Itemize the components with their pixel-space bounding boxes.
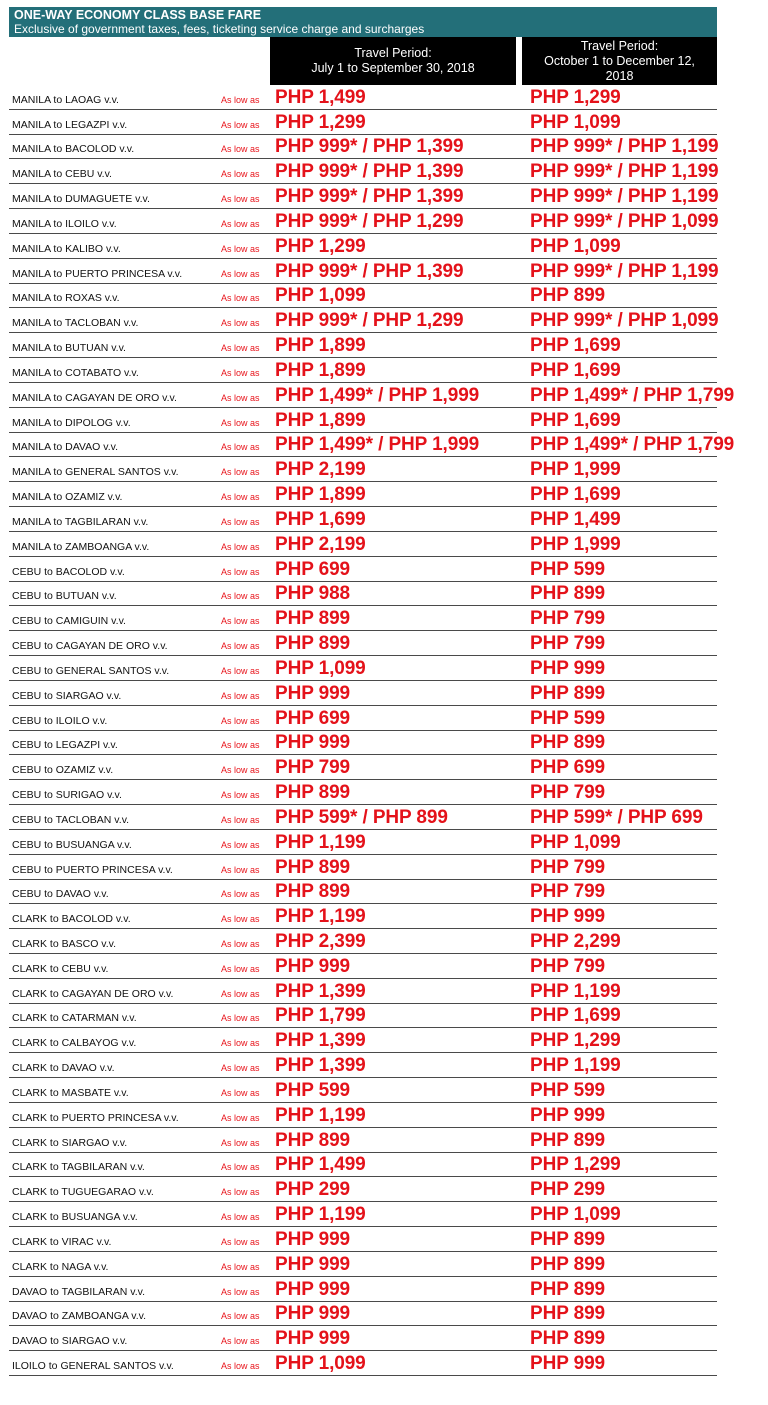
fare-period-1: PHP 2,199 [275,533,366,555]
fare-period-1: PHP 1,099 [275,285,366,307]
fare-period-2: PHP 999* / PHP 1,199 [530,260,719,282]
table-row [9,1103,717,1128]
as-low-as-label: As low as [221,1087,260,1098]
route-label: CLARK to MASBATE v.v. [12,1086,129,1099]
fare-period-1: PHP 1,499* / PHP 1,999 [275,434,480,456]
fare-period-2: PHP 999 [530,657,606,679]
table-row [9,1202,717,1227]
fare-period-1: PHP 999 [275,1253,351,1275]
as-low-as-label: As low as [221,119,260,130]
as-low-as-label: As low as [221,1336,260,1347]
fare-period-2: PHP 899 [530,1303,606,1325]
fare-period-2: PHP 999* / PHP 1,199 [530,186,719,208]
fare-period-2: PHP 899 [530,1129,606,1151]
as-low-as-label: As low as [221,442,260,453]
as-low-as-label: As low as [221,467,260,478]
table-row [9,308,717,333]
table-row [9,1128,717,1153]
route-label: CEBU to LEGAZPI v.v. [12,739,118,752]
route-label: MANILA to LAOAG v.v. [12,93,119,106]
as-low-as-label: As low as [221,318,260,329]
as-low-as-label: As low as [221,715,260,726]
as-low-as-label: As low as [221,541,260,552]
route-label: MANILA to PUERTO PRINCESA v.v. [12,267,183,280]
table-row [9,929,717,954]
fare-period-1: PHP 1,899 [275,359,366,381]
fare-period-1: PHP 899 [275,881,351,903]
table-row [9,681,717,706]
as-low-as-label: As low as [221,864,260,875]
fare-period-1: PHP 699 [275,558,351,580]
table-row [9,284,717,309]
fare-period-1: PHP 899 [275,608,351,630]
fare-period-2: PHP 599 [530,558,606,580]
fare-period-1: PHP 899 [275,856,351,878]
route-label: MANILA to TAGBILARAN v.v. [12,515,149,528]
table-row [9,1053,717,1078]
table-row [9,979,717,1004]
as-low-as-label: As low as [221,194,260,205]
table-row [9,755,717,780]
fare-period-2: PHP 2,299 [530,930,621,952]
table-row [9,582,717,607]
route-label: CLARK to VIRAC v.v. [12,1235,112,1248]
as-low-as-label: As low as [221,1236,260,1247]
route-label: DAVAO to SIARGAO v.v. [12,1335,128,1348]
fare-period-2: PHP 599 [530,707,606,729]
table-row [9,259,717,284]
route-label: MANILA to BUTUAN v.v. [12,342,126,355]
fare-period-2: PHP 1,499* / PHP 1,799 [530,384,735,406]
route-label: CLARK to PUERTO PRINCESA v.v. [12,1111,179,1124]
column-header-period-2 [522,37,717,85]
route-label: CEBU to BACOLOD v.v. [12,565,125,578]
fare-period-2: PHP 1,699 [530,359,621,381]
table-row [9,1252,717,1277]
fare-period-1: PHP 799 [275,757,351,779]
fare-period-1: PHP 699 [275,707,351,729]
as-low-as-label: As low as [221,392,260,403]
as-low-as-label: As low as [221,988,260,999]
route-label: MANILA to COTABATO v.v. [12,366,139,379]
as-low-as-label: As low as [221,1286,260,1297]
as-low-as-label: As low as [221,1212,260,1223]
fare-period-2: PHP 899 [530,1228,606,1250]
route-label: MANILA to BACOLOD v.v. [12,143,135,156]
as-low-as-label: As low as [221,616,260,627]
as-low-as-label: As low as [221,740,260,751]
fare-period-2: PHP 799 [530,881,606,903]
as-low-as-label: As low as [221,665,260,676]
fare-period-1: PHP 999* / PHP 1,399 [275,186,464,208]
as-low-as-label: As low as [221,765,260,776]
route-label: DAVAO to ZAMBOANGA v.v. [12,1310,146,1323]
route-label: CEBU to BUSUANGA v.v. [12,838,132,851]
route-label: CEBU to ILOILO v.v. [12,714,108,727]
as-low-as-label: As low as [221,790,260,801]
route-label: MANILA to DUMAGUETE v.v. [12,193,150,206]
as-low-as-label: As low as [221,367,260,378]
table-row [9,184,717,209]
as-low-as-label: As low as [221,963,260,974]
table-row [9,433,735,458]
table-row [9,1351,717,1376]
fare-period-1: PHP 2,399 [275,930,366,952]
fare-period-2: PHP 1,999 [530,533,621,555]
as-low-as-label: As low as [221,889,260,900]
table-row [9,383,735,408]
as-low-as-label: As low as [221,516,260,527]
fare-period-1: PHP 999 [275,1328,351,1350]
route-label: CEBU to CAGAYAN DE ORO v.v. [12,640,168,653]
fare-period-1: PHP 1,499 [275,1154,366,1176]
table-row [9,631,717,656]
fare-period-1: PHP 1,499* / PHP 1,999 [275,384,480,406]
as-low-as-label: As low as [221,417,260,428]
route-label: MANILA to LEGAZPI v.v. [12,118,128,131]
table-row [9,110,717,135]
table-row [9,1004,717,1029]
route-label: CLARK to BACOLOD v.v. [12,913,131,926]
as-low-as-label: As low as [221,814,260,825]
table-row [9,209,717,234]
fare-period-2: PHP 899 [530,732,606,754]
fare-period-1: PHP 999* / PHP 1,299 [275,310,464,332]
fare-period-1: PHP 1,399 [275,980,366,1002]
column-header-period-1 [270,37,516,85]
fare-period-2: PHP 899 [530,1328,606,1350]
fare-period-2: PHP 799 [530,955,606,977]
fare-period-1: PHP 1,199 [275,1204,366,1226]
as-low-as-label: As low as [221,218,260,229]
table-row [9,85,717,110]
fare-period-1: PHP 899 [275,782,351,804]
table-row [9,1078,717,1103]
table-row [9,880,717,905]
fare-period-1: PHP 988 [275,583,351,605]
fare-period-1: PHP 1,199 [275,1104,366,1126]
fare-period-2: PHP 1,499 [530,508,621,530]
route-label: MANILA to OZAMIZ v.v. [12,491,123,504]
as-low-as-label: As low as [221,492,260,503]
as-low-as-label: As low as [221,1311,260,1322]
route-label: MANILA to TACLOBAN v.v. [12,317,139,330]
fare-period-1: PHP 999 [275,1303,351,1325]
fare-period-2: PHP 1,699 [530,409,621,431]
fare-period-1: PHP 2,199 [275,459,366,481]
table-row [9,780,717,805]
route-label: MANILA to DAVAO v.v. [12,441,118,454]
as-low-as-label: As low as [221,914,260,925]
as-low-as-label: As low as [221,641,260,652]
fare-period-2: PHP 699 [530,757,606,779]
table-row [9,830,717,855]
fare-period-1: PHP 1,399 [275,1055,366,1077]
as-low-as-label: As low as [221,268,260,279]
fare-period-1: PHP 1,899 [275,484,366,506]
route-label: CLARK to TUGUEGARAO v.v. [12,1186,154,1199]
fare-period-2: PHP 899 [530,583,606,605]
fare-period-2: PHP 799 [530,608,606,630]
route-label: CEBU to TACLOBAN v.v. [12,813,130,826]
table-row [9,954,717,979]
as-low-as-label: As low as [221,1187,260,1198]
fare-period-1: PHP 999 [275,682,351,704]
fare-period-1: PHP 1,099 [275,657,366,679]
route-label: MANILA to ILOILO v.v. [12,217,117,230]
route-label: CEBU to BUTUAN v.v. [12,590,117,603]
route-label: CLARK to CATARMAN v.v. [12,1012,137,1025]
table-row [9,1153,717,1178]
as-low-as-label: As low as [221,591,260,602]
fare-period-1: PHP 999* / PHP 1,399 [275,161,464,183]
fare-period-1: PHP 1,499 [275,86,366,108]
as-low-as-label: As low as [221,1361,260,1372]
fare-period-2: PHP 1,299 [530,86,621,108]
fare-period-1: PHP 899 [275,633,351,655]
fare-period-2: PHP 899 [530,285,606,307]
title-banner [9,7,717,37]
fare-period-1: PHP 1,099 [275,1353,366,1375]
table-row [9,507,717,532]
route-label: MANILA to GENERAL SANTOS v.v. [12,466,179,479]
as-low-as-label: As low as [221,1162,260,1173]
fare-period-1: PHP 599 [275,1079,351,1101]
table-row [9,1028,717,1053]
route-label: MANILA to DIPOLOG v.v. [12,416,131,429]
fare-period-1: PHP 999 [275,1278,351,1300]
route-label: CLARK to DAVAO v.v. [12,1062,115,1075]
as-low-as-label: As low as [221,169,260,180]
fare-period-2: PHP 1,199 [530,1055,621,1077]
fare-period-1: PHP 1,199 [275,831,366,853]
as-low-as-label: As low as [221,1013,260,1024]
route-label: DAVAO to TAGBILARAN v.v. [12,1285,146,1298]
table-row [9,557,717,582]
fare-period-2: PHP 899 [530,1253,606,1275]
fare-period-2: PHP 1,499* / PHP 1,799 [530,434,735,456]
fare-table [9,85,735,1376]
route-label: CEBU to OZAMIZ v.v. [12,764,114,777]
fare-period-1: PHP 999* / PHP 1,399 [275,136,464,158]
route-label: MANILA to KALIBO v.v. [12,242,121,255]
fare-period-2: PHP 1,699 [530,335,621,357]
fare-period-2: PHP 999 [530,906,606,928]
table-row [9,731,717,756]
fare-period-2: PHP 1,299 [530,1154,621,1176]
fare-period-2: PHP 1,999 [530,459,621,481]
fare-period-2: PHP 1,699 [530,484,621,506]
fare-period-2: PHP 1,099 [530,1204,621,1226]
fare-period-2: PHP 599 [530,1079,606,1101]
route-label: CEBU to SIARGAO v.v. [12,689,122,702]
route-label: CEBU to CAMIGUIN v.v. [12,615,126,628]
table-row [9,408,717,433]
as-low-as-label: As low as [221,243,260,254]
fare-period-2: PHP 899 [530,682,606,704]
fare-period-2: PHP 799 [530,856,606,878]
route-label: CEBU to DAVAO v.v. [12,888,109,901]
fare-period-1: PHP 1,799 [275,1005,366,1027]
fare-period-2: PHP 999 [530,1353,606,1375]
route-label: MANILA to CEBU v.v. [12,168,112,181]
fare-period-1: PHP 999* / PHP 1,399 [275,260,464,282]
fare-period-2: PHP 599* / PHP 699 [530,806,703,828]
as-low-as-label: As low as [221,690,260,701]
table-row [9,457,717,482]
fare-period-2: PHP 799 [530,633,606,655]
table-title: ONE-WAY ECONOMY CLASS BASE FARE [14,8,262,22]
as-low-as-label: As low as [221,94,260,105]
fare-period-2: PHP 999* / PHP 1,099 [530,210,719,232]
fare-period-2: PHP 999* / PHP 1,199 [530,161,719,183]
table-row [9,1227,717,1252]
table-row [9,1277,717,1302]
table-row [9,1326,717,1351]
fare-period-1: PHP 999* / PHP 1,299 [275,210,464,232]
fare-period-2: PHP 1,099 [530,831,621,853]
fare-period-2: PHP 1,199 [530,980,621,1002]
column-header-period-1-label: Travel Period: July 1 to September 30, 2018 [311,46,475,75]
route-label: CEBU to PUERTO PRINCESA v.v. [12,863,173,876]
route-label: MANILA to ZAMBOANGA v.v. [12,540,150,553]
fare-period-2: PHP 1,299 [530,1030,621,1052]
as-low-as-label: As low as [221,1063,260,1074]
as-low-as-label: As low as [221,1112,260,1123]
fare-period-2: PHP 999* / PHP 1,099 [530,310,719,332]
fare-period-2: PHP 299 [530,1179,606,1201]
route-label: ILOILO to GENERAL SANTOS v.v. [12,1360,174,1373]
fare-period-1: PHP 999 [275,955,351,977]
fare-period-1: PHP 999 [275,732,351,754]
table-row [9,855,717,880]
route-label: CLARK to CAGAYAN DE ORO v.v. [12,987,174,1000]
table-row [9,656,717,681]
fare-period-1: PHP 1,899 [275,409,366,431]
as-low-as-label: As low as [221,1261,260,1272]
fare-period-1: PHP 1,899 [275,335,366,357]
table-row [9,606,717,631]
as-low-as-label: As low as [221,938,260,949]
table-row [9,805,717,830]
table-row [9,358,717,383]
table-row [9,706,717,731]
table-row [9,333,717,358]
route-label: CLARK to SIARGAO v.v. [12,1136,128,1149]
fare-period-1: PHP 299 [275,1179,351,1201]
route-label: CLARK to BUSUANGA v.v. [12,1211,138,1224]
fare-period-1: PHP 1,299 [275,111,366,133]
route-label: CLARK to CALBAYOG v.v. [12,1037,137,1050]
route-label: CLARK to BASCO v.v. [12,937,117,950]
table-subtitle: Exclusive of government taxes, fees, ticketing service charge and surcharges [14,22,425,36]
fare-period-1: PHP 999 [275,1228,351,1250]
table-row [9,1302,717,1327]
fare-period-2: PHP 1,699 [530,1005,621,1027]
table-row [9,234,717,259]
column-header-period-2-label: Travel Period: October 1 to December 12, 2018 [544,38,695,83]
as-low-as-label: As low as [221,1137,260,1148]
as-low-as-label: As low as [221,293,260,304]
fare-period-2: PHP 999* / PHP 1,199 [530,136,719,158]
route-label: CLARK to NAGA v.v. [12,1260,109,1273]
fare-period-1: PHP 599* / PHP 899 [275,806,448,828]
as-low-as-label: As low as [221,144,260,155]
route-label: CEBU to SURIGAO v.v. [12,789,122,802]
as-low-as-label: As low as [221,343,260,354]
table-row [9,135,717,160]
fare-period-2: PHP 899 [530,1278,606,1300]
table-row [9,904,717,929]
table-row [9,159,717,184]
fare-period-2: PHP 1,099 [530,235,621,257]
table-row [9,1177,717,1202]
fare-period-1: PHP 1,399 [275,1030,366,1052]
fare-period-1: PHP 899 [275,1129,351,1151]
as-low-as-label: As low as [221,566,260,577]
fare-period-1: PHP 1,699 [275,508,366,530]
as-low-as-label: As low as [221,839,260,850]
fare-period-2: PHP 999 [530,1104,606,1126]
route-label: MANILA to ROXAS v.v. [12,292,120,305]
fare-period-1: PHP 1,199 [275,906,366,928]
route-label: CLARK to CEBU v.v. [12,962,109,975]
as-low-as-label: As low as [221,1038,260,1049]
fare-period-1: PHP 1,299 [275,235,366,257]
fare-period-2: PHP 1,099 [530,111,621,133]
route-label: MANILA to CAGAYAN DE ORO v.v. [12,391,177,404]
table-row [9,482,717,507]
table-row [9,532,717,557]
route-label: CLARK to TAGBILARAN v.v. [12,1161,145,1174]
fare-period-2: PHP 799 [530,782,606,804]
route-label: CEBU to GENERAL SANTOS v.v. [12,664,170,677]
